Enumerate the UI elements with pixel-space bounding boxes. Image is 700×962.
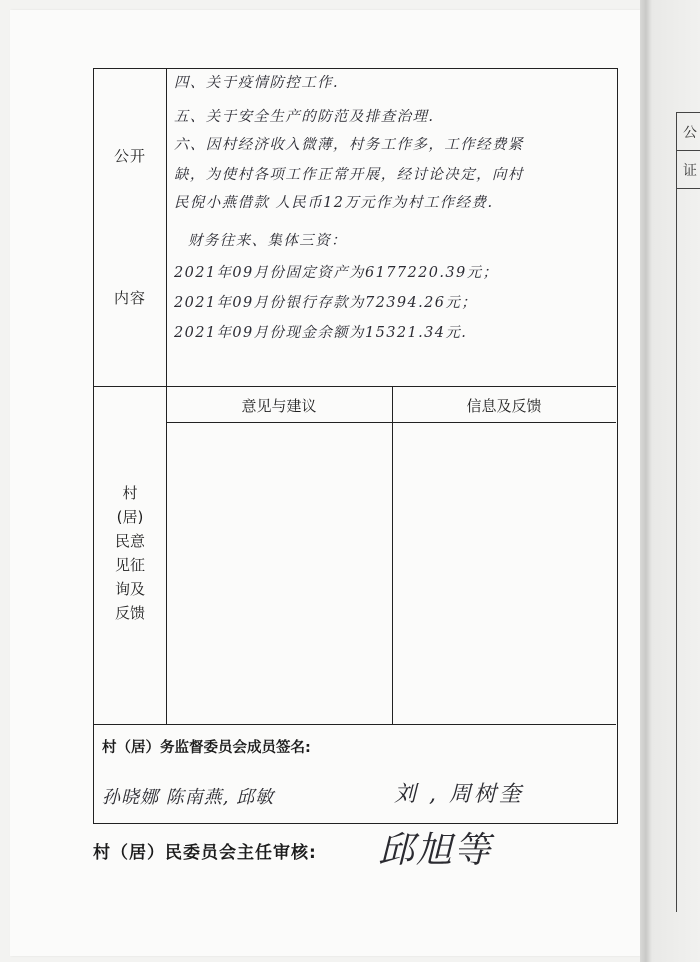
director-review-label: 村（居）民委员会主任审核: [93,843,317,863]
opinion-section-label: 见征 [114,556,145,574]
opinion-section-label: 村 [122,484,138,502]
supervision-signature-label: 村（居）务监督委员会成员签名: [102,740,311,756]
content-line: 财务往来、集体三资： [188,233,347,249]
opinion-section-label: 反馈 [114,604,145,622]
adjacent-page-fragment [676,112,700,912]
content-line: 2021年09月份现金余额为15321.34元. [174,325,468,341]
supervision-signatures-left: 孙晓娜 陈南燕, 邱敏 [102,787,275,808]
content-line: 缺，为使村各项工作正常开展，经讨论决定，向村 [174,167,524,183]
content-line: 五、关于安全生产的防范及排查治理. [174,109,435,125]
public-content-label-1: 公开 [113,147,146,165]
opinion-section-label: 询及 [114,580,145,598]
public-content-label-2: 内容 [113,289,146,307]
disclosure-form-table [93,68,618,824]
content-line: 四、关于疫情防控工作. [174,75,340,91]
supervision-signatures-right: 刘 , 周树奎 [394,782,524,807]
content-line: 2021年09月份固定资产为6177220.39元； [174,265,499,281]
opinion-section-label: 民意 [114,532,145,550]
feedback-column-header: 信息及反馈 [466,397,542,415]
opinion-column-header: 意见与建议 [241,397,317,415]
content-line: 民倪小燕借款 人民币12万元作为村工作经费. [174,195,494,211]
content-line: 2021年09月份银行存款为72394.26元； [174,295,478,311]
adjacent-page-char: 公 [683,125,697,141]
content-line: 六、因村经济收入微薄，村务工作多，工作经费紧 [174,137,524,153]
adjacent-page-char: 证 [683,163,697,179]
director-signature: 邱旭等 [378,830,493,871]
opinion-section-label: (居) [116,508,144,526]
